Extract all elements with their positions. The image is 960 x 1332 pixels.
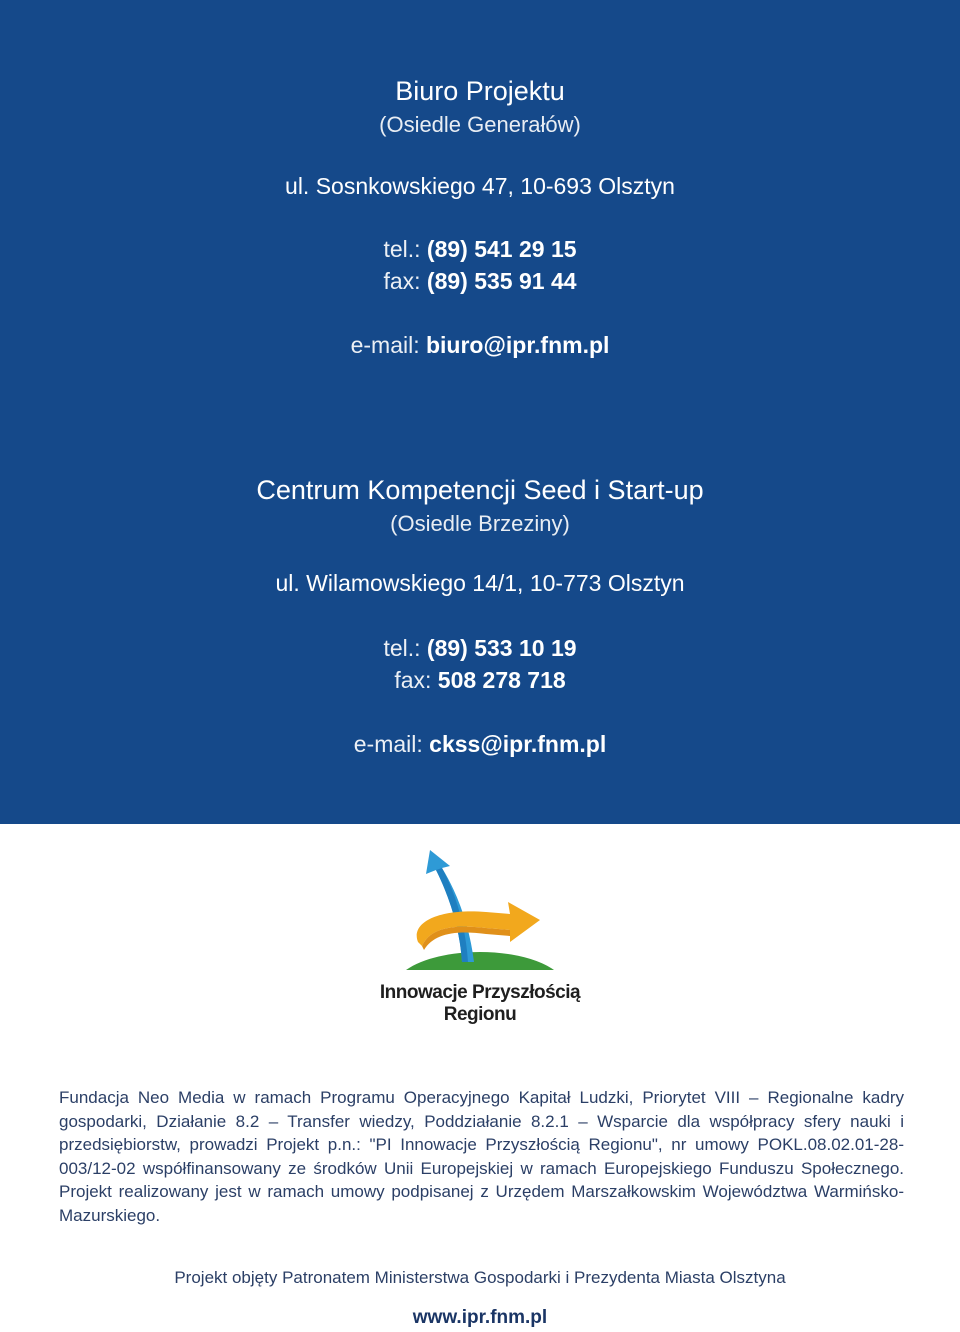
office1-email: [0, 332, 960, 359]
office1-fax-label: fax:: [383, 268, 421, 294]
website-link[interactable]: www.ipr.fnm.pl: [412, 1307, 548, 1328]
office2-address: ul. Wilamowskiego 14/1, 10-773 Olsztyn: [275, 570, 685, 596]
office1-title: Biuro Projektu: [395, 76, 565, 106]
office2-fax: [0, 667, 960, 694]
office1-fax: [0, 268, 960, 295]
office2-subtitle: (Osiedle Brzeziny): [390, 511, 570, 536]
office1-subtitle: (Osiedle Generałów): [379, 112, 581, 137]
office2-fax-value: 508 278 718: [437, 667, 566, 693]
office1-tel-value: (89) 541 29 15: [426, 236, 577, 262]
office1-email-link[interactable]: biuro@ipr.fnm.pl: [425, 332, 610, 358]
office1-address: ul. Sosnkowskiego 47, 10-693 Olsztyn: [285, 173, 675, 199]
office1-fax-value: (89) 535 91 44: [426, 268, 577, 294]
project-description: Fundacja Neo Media w ramach Programu Operacyjnego Kapitał Ludzki, Priorytet VIII – Regionalne kadry gospodarki, Działanie 8.2 – Transfer wiedzy, Poddziałanie 8.2.1 – Wsparcie dla współpracy sfery nauki i przedsiębiorstw, prowadzi Projekt p.n.: "PI Innowacje Przyszłością Regionu", nr umowy POKL.08.02.01-28-003/12-02 współfinansowany ze środków Unii Europejskiej w ramach Europejskiego Funduszu Społecznego. Projekt realizowany jest w ramach umowy podpisanej z Urzędem Marszałkowskim Województwa Warmińsko-Mazurskiego.: [59, 1088, 904, 1225]
patronage-note: Projekt objęty Patronatem Ministerstwa Gospodarki i Prezydenta Miasta Olsztyna: [174, 1268, 786, 1287]
project-logo: [360, 850, 600, 1030]
office2-email-link[interactable]: ckss@ipr.fnm.pl: [429, 731, 607, 757]
office1-email-label: e-mail:: [350, 332, 420, 358]
office2-email-label: e-mail:: [353, 731, 423, 757]
office2-title: Centrum Kompetencji Seed i Start-up: [256, 475, 704, 505]
office2-tel-label: tel.:: [383, 635, 421, 661]
office2-fax-label: fax:: [394, 667, 432, 693]
office1-tel-label: tel.:: [383, 236, 421, 262]
office2-tel: [0, 635, 960, 662]
logo-text-line2: Regionu: [443, 1004, 517, 1025]
office2-tel-value: (89) 533 10 19: [426, 635, 577, 661]
office1-tel: [0, 236, 960, 263]
office2-email: [0, 731, 960, 758]
arrows-logo-icon: [400, 850, 560, 978]
logo-text-line1: Innowacje Przyszłością: [379, 982, 581, 1003]
